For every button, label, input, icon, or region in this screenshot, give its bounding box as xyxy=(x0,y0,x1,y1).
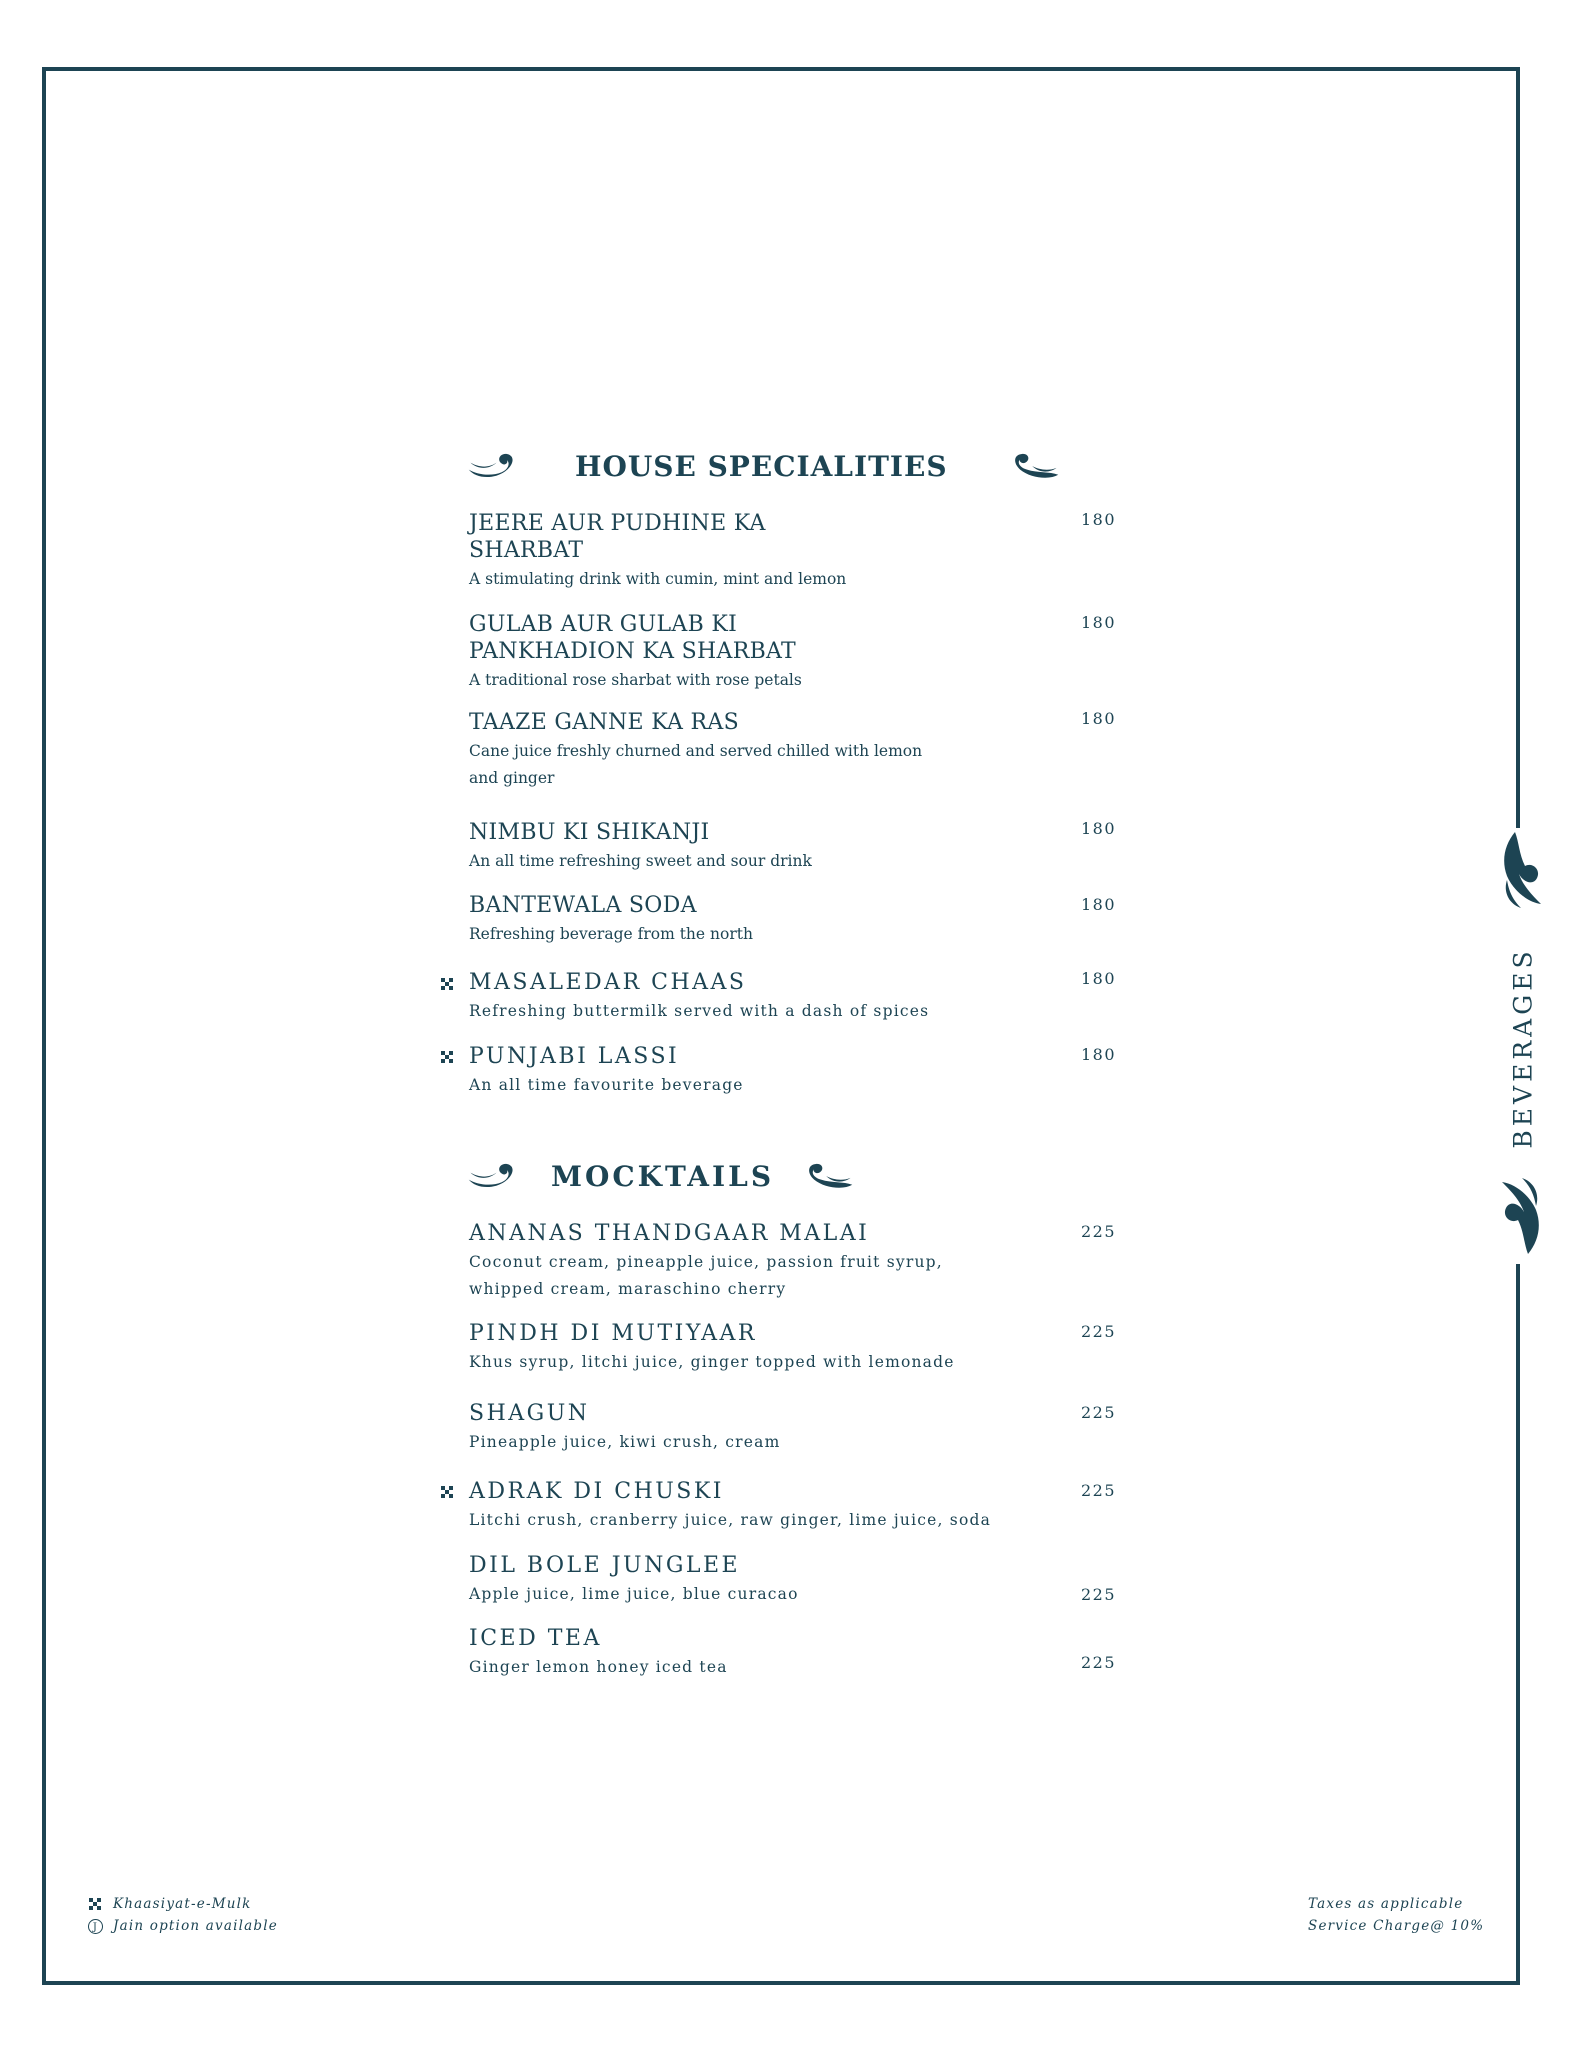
khaasiyat-mark-icon xyxy=(440,1050,454,1064)
taxes-note: Taxes as applicable xyxy=(1308,1896,1464,1912)
item-name: ANANAS THANDGAAR MALAI xyxy=(469,1221,870,1246)
wave-ornament-icon xyxy=(1008,451,1060,483)
item-price: 180 xyxy=(1081,895,1117,914)
item-name: SHAGUN xyxy=(469,1401,590,1426)
menu-item xyxy=(469,1043,1119,1099)
item-price: 225 xyxy=(1081,1481,1117,1500)
item-name: ICED TEA xyxy=(469,1626,602,1651)
section-title: HOUSE SPECIALITIES xyxy=(575,450,948,483)
item-name: MASALEDAR CHAAS xyxy=(469,970,747,995)
item-price: 225 xyxy=(1081,1403,1117,1422)
item-name: JEERE AUR PUDHINE KA SHARBAT xyxy=(469,511,766,563)
legend-khaasiyat-label: Khaasiyat-e-Mulk xyxy=(113,1896,252,1912)
service-charge-note: Service Charge@ 10% xyxy=(1308,1918,1485,1934)
item-description: Pineapple juice, kiwi crush, cream xyxy=(469,1433,781,1451)
item-price: 180 xyxy=(1081,613,1117,632)
item-description: Ginger lemon honey iced tea xyxy=(469,1658,728,1676)
page-border xyxy=(42,67,1520,1985)
menu-item xyxy=(469,1478,1119,1534)
item-name: NIMBU KI SHIKANJI xyxy=(469,820,710,845)
item-price: 225 xyxy=(1081,1585,1117,1604)
charges-note xyxy=(1308,1893,1484,1937)
item-name: PINDH DI MUTIYAAR xyxy=(469,1321,757,1346)
item-description: An all time favourite beverage xyxy=(469,1076,744,1094)
item-price: 180 xyxy=(1081,510,1117,529)
curl-ornament-icon xyxy=(1497,830,1547,910)
curl-ornament-icon xyxy=(1496,1176,1546,1256)
menu-item xyxy=(469,1320,1119,1376)
section-heading-house-specialities xyxy=(467,450,1060,483)
khaasiyat-mark-icon xyxy=(88,1897,102,1911)
menu-item xyxy=(469,1220,1119,1303)
menu-item xyxy=(469,969,1119,1025)
item-name: TAAZE GANNE KA RAS xyxy=(469,710,739,735)
jain-icon: J xyxy=(88,1919,103,1934)
item-description: Khus syrup, litchi juice, ginger topped with lemonade xyxy=(469,1353,955,1371)
legend xyxy=(88,1893,278,1937)
wave-ornament-icon xyxy=(802,1161,854,1193)
legend-jain xyxy=(88,1915,278,1937)
menu-item xyxy=(469,1400,1119,1456)
item-description: Refreshing beverage from the north xyxy=(469,925,753,943)
item-price: 180 xyxy=(1081,969,1117,988)
side-tab-beverages[interactable]: BEVERAGES xyxy=(1508,947,1538,1149)
item-price: 225 xyxy=(1081,1322,1117,1341)
item-description: Refreshing buttermilk served with a dash of spices xyxy=(469,1002,930,1020)
item-description: Cane juice freshly churned and served chilled with lemon and ginger xyxy=(469,742,923,787)
item-price: 180 xyxy=(1081,709,1117,728)
wave-ornament-icon xyxy=(467,1161,519,1193)
item-price: 180 xyxy=(1081,1045,1117,1064)
item-description: A traditional rose sharbat with rose petals xyxy=(469,671,802,689)
item-name: GULAB AUR GULAB KI PANKHADION KA SHARBAT xyxy=(469,612,796,664)
item-name: DIL BOLE JUNGLEE xyxy=(469,1553,741,1578)
legend-jain-label: Jain option available xyxy=(113,1918,278,1934)
item-price: 180 xyxy=(1081,819,1117,838)
item-description: Apple juice, lime juice, blue curacao xyxy=(469,1585,799,1603)
menu-item xyxy=(469,1625,1119,1681)
wave-ornament-icon xyxy=(467,451,519,483)
item-price: 225 xyxy=(1081,1222,1117,1241)
item-name: BANTEWALA SODA xyxy=(469,893,697,918)
menu-item xyxy=(469,709,1119,792)
item-name: PUNJABI LASSI xyxy=(469,1044,680,1069)
section-title: MOCKTAILS xyxy=(551,1160,775,1193)
section-heading-mocktails xyxy=(467,1160,854,1193)
menu-item xyxy=(469,510,1119,593)
legend-khaasiyat xyxy=(88,1893,278,1915)
menu-item xyxy=(469,1552,1119,1608)
item-description: Coconut cream, pineapple juice, passion fruit syrup, whipped cream, maraschino cherry xyxy=(469,1253,943,1298)
item-name: ADRAK DI CHUSKI xyxy=(469,1479,724,1504)
item-description: A stimulating drink with cumin, mint and lemon xyxy=(469,570,847,588)
menu-item xyxy=(469,892,1119,948)
item-description: An all time refreshing sweet and sour drink xyxy=(469,852,812,870)
item-description: Litchi crush, cranberry juice, raw ginger, lime juice, soda xyxy=(469,1511,992,1529)
menu-item xyxy=(469,819,1119,875)
khaasiyat-mark-icon xyxy=(440,977,454,991)
item-price: 225 xyxy=(1081,1653,1117,1672)
menu-item xyxy=(469,611,1119,694)
khaasiyat-mark-icon xyxy=(440,1485,454,1499)
